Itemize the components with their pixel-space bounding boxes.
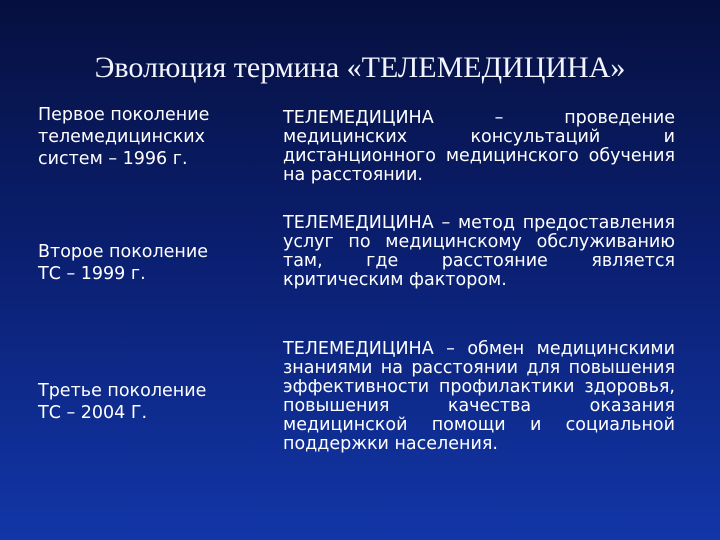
generation-2-label: Второе поколение ТС – 1999 г. [38, 242, 209, 284]
generation-3-definition: ТЕЛЕМЕДИЦИНА – обмен медицинскими знаниями на расстоянии для повышения эффективности профилактики здоровья, повышения качества оказания медицинской помощи и социальной поддержки населения. [283, 339, 675, 454]
generation-2-definition: ТЕЛЕМЕДИЦИНА – метод предоставления услуг по медицинскому обслуживанию там, где расстояние является критическим фактором. [283, 213, 675, 290]
slide-title: Эволюция термина «ТЕЛЕМЕДИЦИНА» [94, 51, 626, 84]
generation-1-label: Первое поколение телемедицинских систем – 1996 г. [38, 105, 210, 169]
generation-3-label: Третье поколение ТС – 2004 Г. [38, 381, 207, 423]
generation-1-definition: ТЕЛЕМЕДИЦИНА – проведение медицинских консультаций и дистанционного медицинского обучения на расстоянии. [283, 108, 675, 185]
